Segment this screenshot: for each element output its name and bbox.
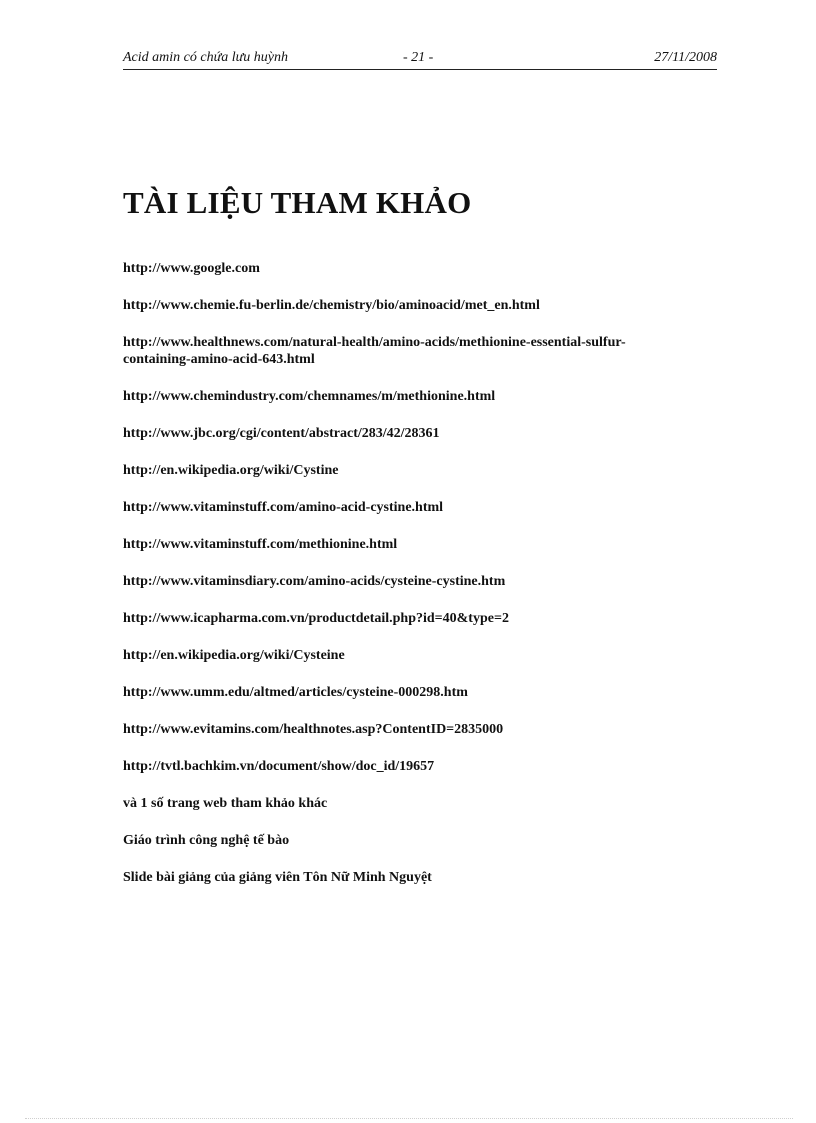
reference-item: và 1 số trang web tham khảo khác — [123, 796, 328, 811]
reference-item: Slide bài giảng của giảng viên Tôn Nữ Minh Nguyệt — [123, 870, 432, 885]
reference-item: http://www.chemindustry.com/chemnames/m/methionine.html — [123, 389, 496, 404]
reference-item: http://www.vitaminstuff.com/methionine.html — [123, 537, 398, 552]
header-date: 27/11/2008 — [654, 50, 717, 65]
reference-item: Giáo trình công nghệ tế bào — [123, 833, 290, 848]
reference-list — [123, 260, 683, 906]
reference-item: http://en.wikipedia.org/wiki/Cystine — [123, 463, 339, 478]
reference-item: http://www.google.com — [123, 261, 260, 276]
header-page-number: - 21 - — [403, 50, 434, 65]
reference-item: http://en.wikipedia.org/wiki/Cysteine — [123, 648, 345, 663]
header-document-topic: Acid amin có chứa lưu huỳnh — [123, 50, 288, 65]
reference-item: http://www.chemie.fu-berlin.de/chemistry/bio/aminoacid/met_en.html — [123, 298, 540, 313]
reference-item: http://www.evitamins.com/healthnotes.asp?ContentID=2835000 — [123, 722, 504, 737]
reference-item: http://www.healthnews.com/natural-health/amino-acids/methionine-essential-sulfur-containing-amino-acid-643.html — [123, 335, 626, 367]
page-header — [123, 49, 717, 70]
reference-item: http://www.jbc.org/cgi/content/abstract/283/42/28361 — [123, 426, 440, 441]
reference-item: http://www.vitaminstuff.com/amino-acid-cystine.html — [123, 500, 444, 515]
reference-item: http://tvtl.bachkim.vn/document/show/doc_id/19657 — [123, 759, 435, 774]
reference-item: http://www.umm.edu/altmed/articles/cysteine-000298.htm — [123, 685, 468, 700]
reference-item: http://www.icapharma.com.vn/productdetail.php?id=40&type=2 — [123, 611, 509, 626]
reference-item: http://www.vitaminsdiary.com/amino-acids/cysteine-cystine.htm — [123, 574, 506, 589]
page-bottom-border — [25, 1118, 793, 1119]
page-title: TÀI LIỆU THAM KHẢO — [123, 185, 472, 220]
